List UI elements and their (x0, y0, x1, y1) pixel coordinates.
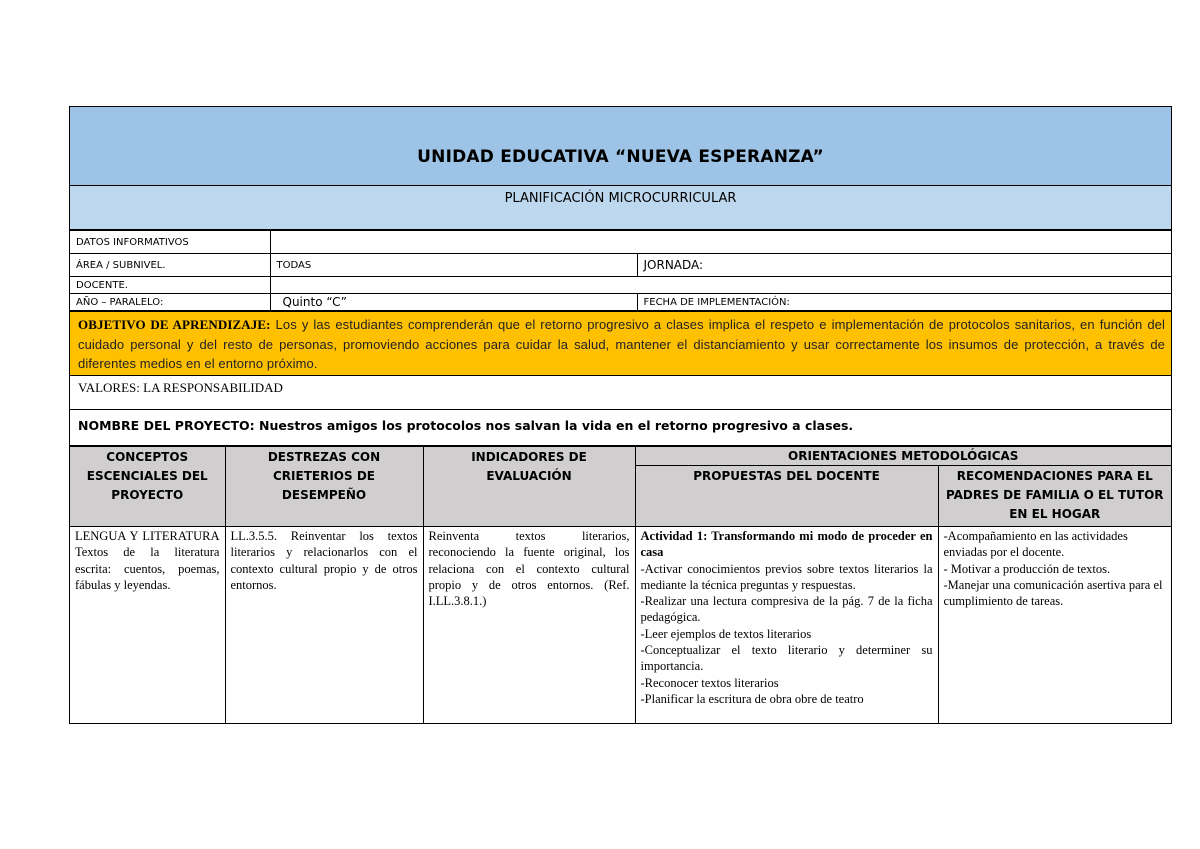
activity-item: -Reconocer textos literarios (640, 675, 779, 690)
header-propuestas: PROPUESTAS DEL DOCENTE (635, 466, 938, 527)
planning-document (69, 106, 1172, 724)
values-row: VALORES: LA RESPONSABILIDAD (70, 376, 1171, 410)
header-conceptos: CONCEPTOS ESCENCIALES DEL PROYECTO (70, 447, 225, 527)
cell-destrezas: LL.3.5.5. Reinventar los textos literarios y relacionarlos con el contexto cultural propio y de otros entornos. (225, 527, 423, 724)
docente-label: DOCENTE. (70, 277, 270, 294)
school-title: UNIDAD EDUCATIVA “NUEVA ESPERANZA” (70, 106, 1171, 186)
cell-indicadores: Reinventa textos literarios, reconociendo la fuente original, los relaciona con el contexto cultural propio y de otros entornos. (Ref. I.LL.3.8.1.) (423, 527, 635, 724)
header-orientaciones: ORIENTACIONES METODOLÓGICAS (635, 447, 1171, 466)
header-recomendaciones: RECOMENDACIONES PARA EL PADRES DE FAMILIA O EL TUTOR EN EL HOGAR (938, 466, 1171, 527)
info-row-docente (70, 277, 1171, 294)
cell-conceptos: LENGUA Y LITERATURA Textos de la literatura escrita: cuentos, poemas, fábulas y leyendas. (70, 527, 225, 724)
header-destrezas: DESTREZAS CON CRIETERIOS DE DESEMPEÑO (225, 447, 423, 527)
recommendation-item: -Acompañamiento en las actividades enviadas por el docente. (943, 529, 1128, 560)
objective-label: OBJETIVO DE APRENDIZAJE: (78, 317, 271, 332)
project-name-row: NOMBRE DEL PROYECTO: Nuestros amigos los protocolos nos salvan la vida en el retorno progresivo a clases. (70, 410, 1171, 446)
recommendation-item: - Motivar a producción de textos. (943, 561, 1111, 576)
datos-label: DATOS INFORMATIVOS (70, 231, 270, 254)
activity-item: -Realizar una lectura compresiva de la pág. 7 de la ficha pedagógica. (640, 594, 933, 625)
info-row-area (70, 254, 1171, 277)
area-value: TODAS (270, 254, 637, 277)
learning-objective (70, 311, 1171, 376)
methodology-table (70, 446, 1171, 723)
header-row-1 (70, 447, 1171, 466)
area-label: ÁREA / SUBNIVEL. (70, 254, 270, 277)
header-indicadores: INDICADORES DE EVALUACIÓN (423, 447, 635, 527)
objective-text: Los y las estudiantes comprenderán que el retorno progresivo a clases implica el respeto e implementación de protocolos sanitarios, en función del cuidado personal y del resto de personas, promoviendo acciones para cuidar la salud, mantener el distanciamiento y usar correctamente los insumos de protección, a través de diferentes medios en el entorno próximo. (78, 317, 1166, 371)
jornada-label: JORNADA: (637, 254, 1171, 277)
docente-value (270, 277, 1171, 294)
cell-propuestas (635, 527, 938, 724)
info-row-datos (70, 231, 1171, 254)
anio-label: AÑO – PARALELO: (70, 294, 270, 311)
info-row-anio (70, 294, 1171, 311)
activity-item: -Conceptualizar el texto literario y determiner su importancia. (640, 643, 933, 674)
anio-value: Quinto “C” (270, 294, 637, 311)
activity-item: -Planificar la escritura de obra obre de teatro (640, 691, 864, 706)
recommendation-item: -Manejar una comunicación asertiva para el cumplimiento de tareas. (943, 577, 1163, 609)
activity-item: -Leer ejemplos de textos literarios (640, 626, 812, 641)
activity-item: -Activar conocimientos previos sobre textos literarios la mediante la técnica preguntas y respuestas. (640, 561, 933, 592)
cell-recomendaciones (938, 527, 1171, 724)
datos-value (270, 231, 1171, 254)
document-subtitle: PLANIFICACIÓN MICROCURRICULAR (70, 186, 1171, 230)
content-row (70, 527, 1171, 724)
fecha-label: FECHA DE IMPLEMENTACIÓN: (637, 294, 1171, 311)
activity-title: Actividad 1: Transformando mi modo de proceder en casa (640, 529, 933, 560)
info-table (70, 230, 1171, 311)
